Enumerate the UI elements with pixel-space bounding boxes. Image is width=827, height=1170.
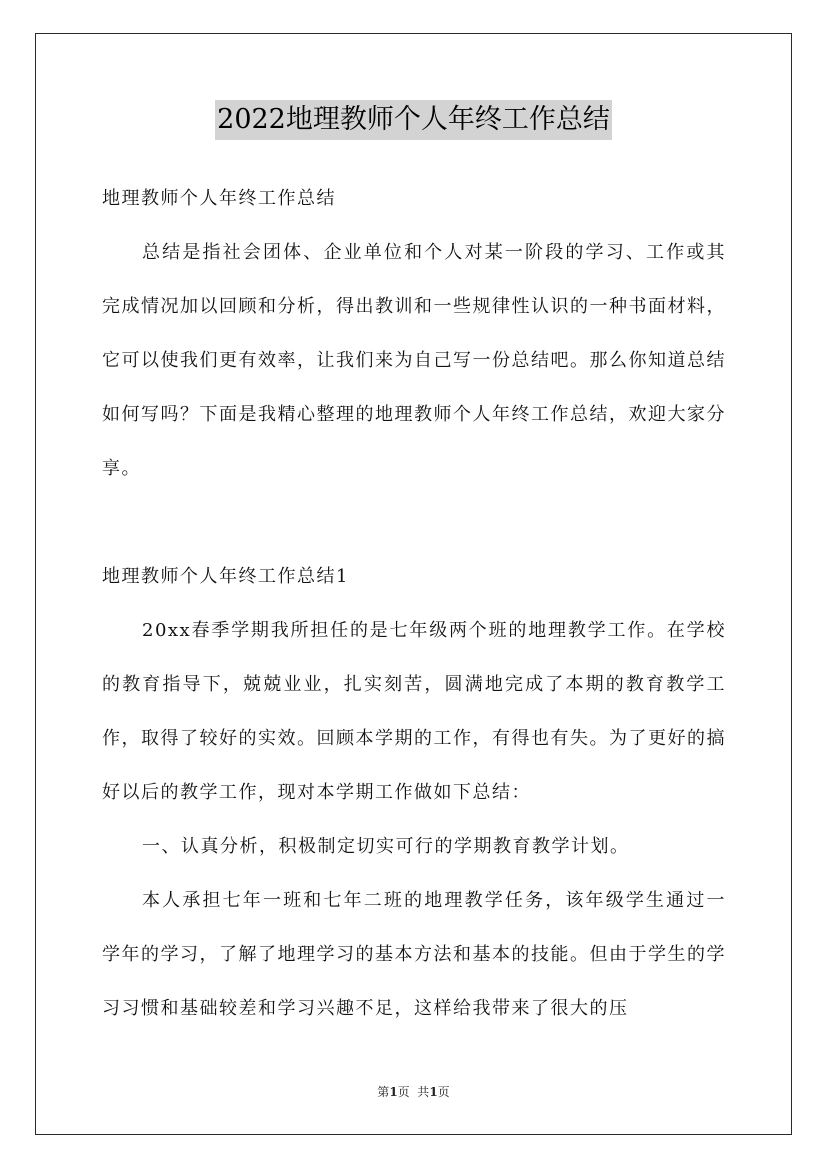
document-title [0, 100, 827, 144]
page-footer [0, 1084, 827, 1100]
body-paragraph: 本人承担七年一班和七年二班的地理教学任务，该年级学生通过一学年的学习，了解了地理学习的基本方法和基本的技能。但由于学生的学习习惯和基础较差和学习兴趣不足，这样给我带来了很大的压 [102, 890, 726, 1019]
document-body [102, 172, 726, 1036]
body-paragraph: 一、认真分析，积极制定切实可行的学期教育教学计划。 [142, 836, 630, 857]
section-heading: 地理教师个人年终工作总结1 [102, 566, 349, 587]
document-subtitle: 地理教师个人年终工作总结 [102, 188, 336, 209]
footer-prefix: 第 [377, 1085, 390, 1099]
footer-suffix: 页 [437, 1085, 450, 1099]
paragraph-spacer [102, 496, 726, 550]
intro-paragraph: 总结是指社会团体、企业单位和个人对某一阶段的学习、工作或其完成情况加以回顾和分析，得出教训和一些规律性认识的一种书面材料，它可以使我们更有效率，让我们来为自己写一份总结吧。那么你知道总结如何写吗？下面是我精心整理的地理教师个人年终工作总结，欢迎大家分享。 [102, 242, 726, 479]
body-paragraph: 20xx春季学期我所担任的是七年级两个班的地理教学工作。在学校的教育指导下，兢兢业业，扎实刻苦，圆满地完成了本期的教育教学工作，取得了较好的实效。回顾本学期的工作，有得也有失。为了更好的搞好以后的教学工作，现对本学期工作做如下总结： [102, 620, 726, 803]
footer-page-current: 1 [389, 1085, 398, 1099]
footer-page-total: 1 [429, 1085, 438, 1099]
footer-mid: 页 共 [397, 1085, 430, 1099]
document-title-text: 2022地理教师个人年终工作总结 [215, 100, 612, 140]
